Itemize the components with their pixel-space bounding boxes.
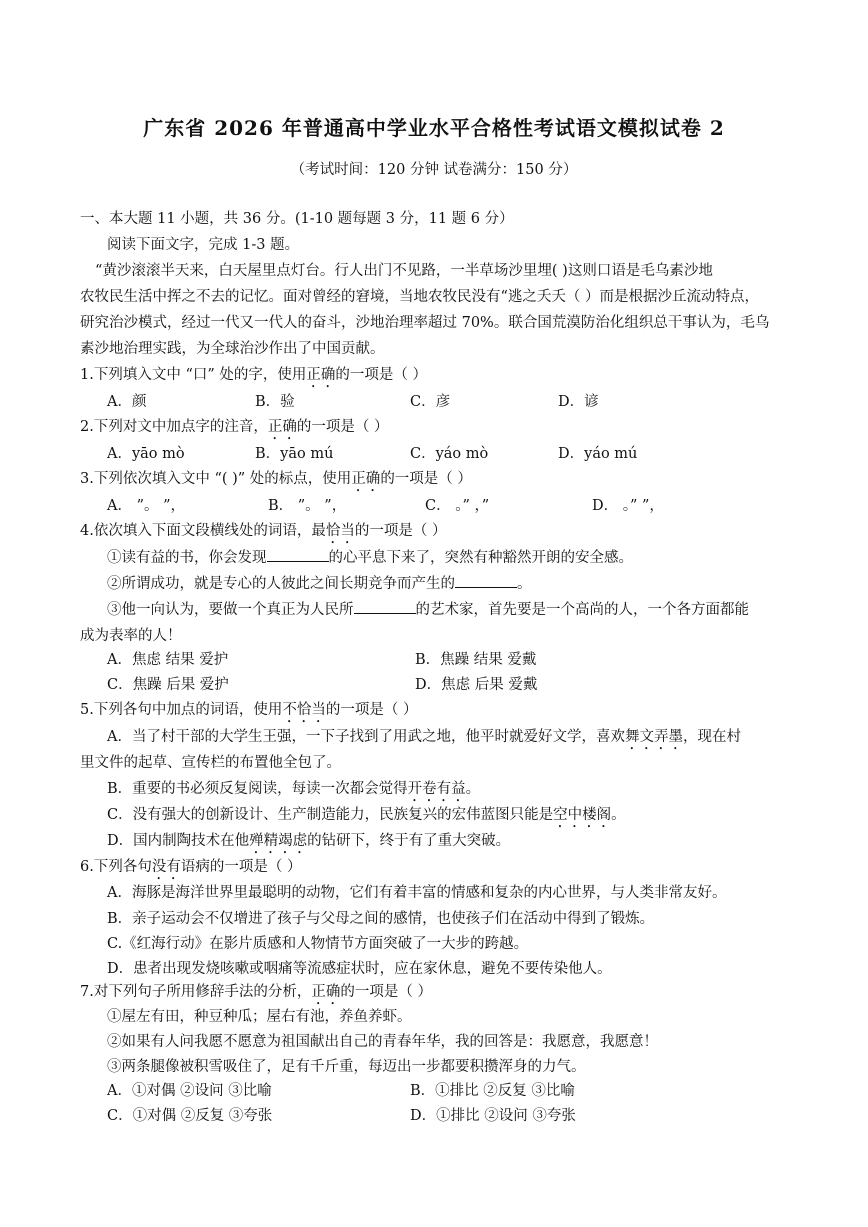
q4-sentence-1: ①读有益的书，你会发现 的心平息下来了，突然有种豁然开朗的安全感。 [107,546,633,567]
q7-sentence-1: ①屋左有田，种豆种瓜；屋右有池，养鱼养虾。 [107,1009,412,1025]
section-heading: 一、本大题 11 小题，共 36 分。(1-10 题每题 3 分，11 题 6 分） [80,211,514,227]
question-6-stem: 6.下列各句没有语病的一项是（ ） [80,859,302,875]
q2-option-b: B．yāo mú [255,446,334,462]
q6-option-b: B．亲子运动会不仅增进了孩子与父母之间的感情，也使孩子们在活动中得到了锻炼。 [107,911,655,927]
question-3-stem: 3.下列依次填入文中 “( )” 处的标点，使用正确的一项是（ ） [80,471,472,487]
q2-option-d: D．yáo mú [558,446,638,462]
question-1-stem: 1.下列填入文中 “口” 处的字，使用正确的一项是（ ） [80,367,427,383]
q4-sentence-2: ②所谓成功，就是专心的人彼此之间长期竞争而产生的 。 [107,572,532,593]
exam-title: 广东省 2026 年普通高中学业水平合格性考试语文模拟试卷 2 [143,116,725,140]
exam-subtitle: （考试时间：120 分钟 试卷满分：150 分） [290,162,578,178]
q7-sentence-2: ②如果有人问我愿不愿意为祖国献出自己的青春年华，我的回答是：我愿意，我愿意！ [107,1034,658,1050]
q5-option-a: A．当了村干部的大学生王强，一下子找到了用武之地，他平时就爱好文学，喜欢舞文弄墨，现在村 [107,729,741,745]
q4-sentence-3-cont: 成为表率的人！ [80,628,182,644]
q1-option-b: B．验 [255,394,295,410]
q7-option-b: B．①排比 ②反复 ③比喻 [410,1083,575,1099]
q6-option-c: C.《红海行动》在影片质感和人物情节方面突破了一大步的跨越。 [107,936,529,952]
q5-option-b: B．重要的书必须反复阅读，每读一次都会觉得开卷有益。 [107,781,481,797]
q3-option-b: B． ”。 ”， [268,498,347,514]
fill-blank [354,599,416,614]
question-4-stem: 4.依次填入下面文段横线处的词语，最恰当的一项是（ ） [80,523,447,539]
q2-option-a: A．yāo mò [107,446,185,462]
question-2-stem: 2.下列对文中加点字的注音，正确的一项是（ ） [80,419,389,435]
question-5-stem: 5.下列各句中加点的词语，使用不恰当的一项是（ ） [80,702,418,718]
q2-option-c: C．yáo mò [410,446,489,462]
q6-option-d: D．患者出现发烧咳嗽或咽痛等流感症状时，应在家休息，避免不要传染他人。 [107,961,612,977]
section-instruction: 阅读下面文字，完成 1-3 题。 [107,237,300,253]
q4-option-d: D．焦虑 后果 爱戴 [415,677,538,693]
q1-option-d: D．谚 [558,394,599,410]
q7-option-a: A．①对偶 ②设问 ③比喻 [107,1083,272,1099]
q1-option-c: C．彦 [410,394,451,410]
question-7-stem: 7.对下列句子所用修辞手法的分析，正确的一项是（ ） [80,984,432,1000]
q5-option-c: C．没有强大的创新设计、生产制造能力，民族复兴的宏伟蓝图只能是空中楼阁。 [107,807,626,823]
q7-option-d: D．①排比 ②设问 ③夸张 [410,1108,576,1124]
passage-line: 素沙地治理实践，为全球治沙作出了中国贡献。 [80,341,385,357]
fill-blank [267,547,329,562]
passage-line: “黄沙滚滚半天来，白天屋里点灯台。行人出门不见路，一半草场沙里埋( )这则口语是毛乌素沙地 [95,263,713,279]
q3-option-d: D． 。” ”， [592,498,664,514]
q4-option-c: C．焦躁 后果 爱护 [107,677,229,693]
q5-option-d: D．国内制陶技术在他殚精竭虑的钻研下，终于有了重大突破。 [107,833,511,849]
q7-sentence-3: ③两条腿像被积雪吸住了，足有千斤重，每迈出一步都要积攒浑身的力气。 [107,1059,586,1075]
fill-blank [455,573,517,588]
q5-option-a-cont: 里文件的起草、宣传栏的布置他全包了。 [80,755,341,771]
q4-option-a: A．焦虑 结果 爱护 [107,652,229,668]
passage-line: 农牧民生活中挥之不去的记忆。面对曾经的窘境，当地农牧民没有“逃之夭夭（ ）而是根据沙丘流动特点， [80,289,760,305]
q3-option-a: A． ”。 ”， [107,498,186,514]
q3-option-c: C． 。” ，” [425,498,490,514]
q1-option-a: A．颜 [107,394,147,410]
q6-option-a: A．海豚是海洋世界里最聪明的动物，它们有着丰富的情感和复杂的内心世界，与人类非常友好。 [107,885,727,901]
q7-option-c: C．①对偶 ②反复 ③夸张 [107,1108,273,1124]
q4-option-b: B．焦躁 结果 爱戴 [415,652,537,668]
q4-sentence-3: ③他一向认为，要做一个真正为人民所 的艺术家，首先要是一个高尚的人，一个各方面都能 [107,598,749,619]
passage-line: 研究治沙模式，经过一代又一代人的奋斗，沙地治理率超过 70%。联合国荒漠防治化组织总干事认为，毛乌 [80,315,770,331]
